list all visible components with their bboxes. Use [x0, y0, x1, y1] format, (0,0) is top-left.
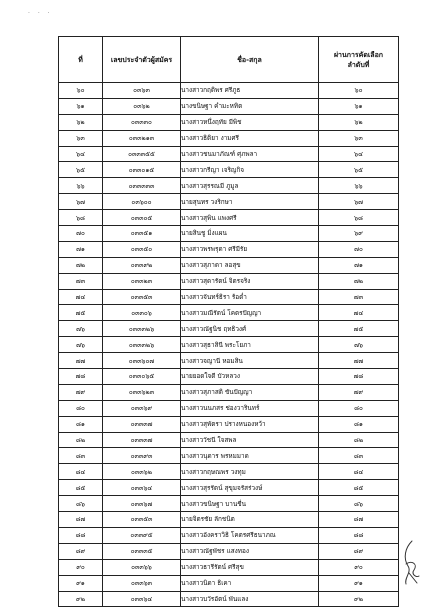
- row-number: ๘๗: [59, 512, 103, 528]
- applicant-code: ๐๓๓๓๐: [103, 114, 181, 130]
- header-selection-rank: [319, 37, 399, 83]
- full-name: นางขนิษฐา คำมะหทิต: [181, 98, 319, 114]
- applicant-code: ๐๓๓๕๓: [103, 512, 181, 528]
- applicant-code: ๐๓๓๙๓: [103, 448, 181, 464]
- full-name: นางสาวอังคราวิธิ โคตรศรีธนาภณ: [181, 527, 319, 543]
- full-name: นางสาวจันทร์ธิรา ร้อต่ำ: [181, 289, 319, 305]
- full-name: นางสาวธารีรัตน์ ศรีสุข: [181, 559, 319, 575]
- applicant-code: ๐๓๓๖๒๓: [103, 384, 181, 400]
- selection-rank: ๖๘: [319, 210, 399, 226]
- applicant-code: ๐๓๓๐๖๕: [103, 369, 181, 385]
- table-row: [59, 432, 399, 448]
- selection-rank: ๘๓: [319, 448, 399, 464]
- table-row: [59, 575, 399, 591]
- row-number: ๗๓: [59, 273, 103, 289]
- table-row: [59, 146, 399, 162]
- row-number: ๖๘: [59, 210, 103, 226]
- applicant-code: ๐๓๓๖๒: [103, 464, 181, 480]
- row-number: ๗๘: [59, 369, 103, 385]
- applicant-code: ๐๓๖๐๐: [103, 194, 181, 210]
- selection-rank: ๖๐: [319, 83, 399, 99]
- applicant-code: ๐๓๖๒: [103, 98, 181, 114]
- table-row: [59, 162, 399, 178]
- applicant-code: ๐๓๓๐๖: [103, 305, 181, 321]
- selection-rank: ๖๕: [319, 162, 399, 178]
- row-number: ๘๑: [59, 416, 103, 432]
- handwritten-signature: [400, 538, 422, 588]
- table-row: [59, 98, 399, 114]
- header-applicant-code: เลขประจำตัวผู้สมัคร: [103, 37, 181, 83]
- row-number: ๖๒: [59, 114, 103, 130]
- table-row: [59, 114, 399, 130]
- table-row: [59, 130, 399, 146]
- selection-rank: ๘๑: [319, 416, 399, 432]
- table-row: [59, 496, 399, 512]
- full-name: นายจิตรชัย ลักชนิต: [181, 512, 319, 528]
- selection-rank: ๖๑: [319, 98, 399, 114]
- table-row: [59, 289, 399, 305]
- full-name: นางสาวชนมาภัณฑ์ ศุภพลา: [181, 146, 319, 162]
- table-row: [59, 448, 399, 464]
- row-number: ๘๓: [59, 448, 103, 464]
- full-name: นางสาวสุภาสติ ขันปัญญา: [181, 384, 319, 400]
- applicant-code: ๐๓๓๓๕: [103, 543, 181, 559]
- applicant-code: ๐๓๓๙๕: [103, 527, 181, 543]
- table-row: [59, 257, 399, 273]
- full-name: นางสาวจญานี หอมสิน: [181, 353, 319, 369]
- row-number: ๖๕: [59, 162, 103, 178]
- selection-rank: ๗๔: [319, 305, 399, 321]
- selection-rank: ๖๓: [319, 130, 399, 146]
- selection-rank: ๗๙: [319, 384, 399, 400]
- full-name: นางสาวนุดาร พรหมมาด: [181, 448, 319, 464]
- row-number: ๗๕: [59, 305, 103, 321]
- row-number: ๙๒: [59, 591, 103, 607]
- table-row: [59, 337, 399, 353]
- applicant-code: ๐๓๓๓๕๕: [103, 146, 181, 162]
- selection-rank: ๘๗: [319, 512, 399, 528]
- table-row: [59, 305, 399, 321]
- selection-rank: ๘๙: [319, 543, 399, 559]
- scan-speck: · · ·: [28, 10, 53, 17]
- selection-rank: ๗๓: [319, 289, 399, 305]
- applicant-code: ๐๓๓๕๐: [103, 241, 181, 257]
- row-number: ๘๔: [59, 464, 103, 480]
- full-name: นางสาวมณีรัตน์ โคตรปัญญา: [181, 305, 319, 321]
- full-name: นางสาวณัฐนิช ฤทธิวงศ์: [181, 321, 319, 337]
- row-number: ๗๖: [59, 321, 103, 337]
- full-name: นางสาวพรพรุดา ศรีมีรัย: [181, 241, 319, 257]
- header-rank-line2: ลำดับที่: [347, 60, 370, 69]
- row-number: ๘๕: [59, 480, 103, 496]
- table-row: [59, 241, 399, 257]
- selection-rank: ๗๘: [319, 369, 399, 385]
- selection-rank: ๘๐: [319, 400, 399, 416]
- full-name: นางสาวกรีญา เจริญกิจ: [181, 162, 319, 178]
- full-name: นางสาวสุพัตรา ปรางหนองหว้า: [181, 416, 319, 432]
- table-row: [59, 591, 399, 607]
- row-number: ๖๗: [59, 194, 103, 210]
- table-row: [59, 527, 399, 543]
- full-name: นางสาวสุธาสินี พระโยภา: [181, 337, 319, 353]
- selection-rank: ๖๒: [319, 114, 399, 130]
- applicant-code: ๐๓๓๒๓: [103, 273, 181, 289]
- table-row: [59, 273, 399, 289]
- row-number: ๘๒: [59, 432, 103, 448]
- applicant-code: ๐๓๓๓๒๖: [103, 337, 181, 353]
- full-name: นางสาวธิติยา งามศรี: [181, 130, 319, 146]
- row-number: ๙๐: [59, 559, 103, 575]
- row-number: ๗๗: [59, 353, 103, 369]
- full-name: นายยอดใจดี บัวหลวง: [181, 369, 319, 385]
- table-row: [59, 464, 399, 480]
- full-name: นางสาวกฤติพร ศรีภูธ: [181, 83, 319, 99]
- applicant-code: ๐๓๓๙๒: [103, 257, 181, 273]
- row-number: ๘๘: [59, 527, 103, 543]
- row-number: ๗๖: [59, 337, 103, 353]
- row-number: ๘๐: [59, 400, 103, 416]
- row-number: ๗๒: [59, 257, 103, 273]
- header-rank-line1: ผ่านการคัดเลือก: [333, 50, 384, 59]
- applicant-code: ๐๓๓๕๑: [103, 226, 181, 242]
- row-number: ๗๔: [59, 289, 103, 305]
- table-row: [59, 226, 399, 242]
- table-row: [59, 353, 399, 369]
- row-number: ๙๑: [59, 575, 103, 591]
- table-header-row: [59, 37, 399, 83]
- selection-rank: ๘๘: [319, 527, 399, 543]
- full-name: นางสาวสุภาดา ลอสุข: [181, 257, 319, 273]
- applicant-code: ๐๓๓๐๑๕: [103, 162, 181, 178]
- full-name: นางสาวสุพิน แพงศรี: [181, 210, 319, 226]
- applicant-code: ๐๓๓๓๗: [103, 432, 181, 448]
- applicant-code: ๐๓๓๐๕: [103, 210, 181, 226]
- table-row: [59, 480, 399, 496]
- row-number: ๖๖: [59, 178, 103, 194]
- table-row: [59, 384, 399, 400]
- row-number: ๗๑: [59, 241, 103, 257]
- table-row: [59, 369, 399, 385]
- selection-rank: ๖๙: [319, 226, 399, 242]
- applicant-code: ๐๓๓๓๒๖: [103, 321, 181, 337]
- applicant-code: ๐๓๓๖๔: [103, 591, 181, 607]
- table-row: [59, 194, 399, 210]
- applicant-code: ๐๓๓๕๓: [103, 289, 181, 305]
- full-name: นายสุนทร วงริกษา: [181, 194, 319, 210]
- table-row: [59, 512, 399, 528]
- table-row: [59, 400, 399, 416]
- selection-rank: ๘๖: [319, 496, 399, 512]
- full-name: นางสาวนนภสร ช่องวารินทร์: [181, 400, 319, 416]
- table-row: [59, 543, 399, 559]
- applicant-code: ๐๓๓๖๐๗: [103, 353, 181, 369]
- selection-rank: ๖๗: [319, 194, 399, 210]
- row-number: ๖๔: [59, 146, 103, 162]
- selection-rank: ๖๔: [319, 146, 399, 162]
- applicant-code: ๐๓๓๖๖: [103, 559, 181, 575]
- applicant-code: ๐๓๓๖๓: [103, 575, 181, 591]
- selection-rank: ๙๒: [319, 591, 399, 607]
- selection-rank: ๗๐: [319, 241, 399, 257]
- candidate-table: [58, 36, 399, 607]
- header-full-name: ชื่อ-สกุล: [181, 37, 319, 83]
- table-row: [59, 83, 399, 99]
- full-name: นางสาวนิดา ธิเคา: [181, 575, 319, 591]
- selection-rank: ๗๗: [319, 353, 399, 369]
- applicant-code: ๐๓๓๖๙: [103, 400, 181, 416]
- row-number: ๗๐: [59, 226, 103, 242]
- full-name: นางสาวสุรรณมี ภูมูล: [181, 178, 319, 194]
- full-name: นางสาวบวัรอัตน์ พันแลง: [181, 591, 319, 607]
- applicant-code: ๐๓๓๓๓๓: [103, 178, 181, 194]
- full-name: นางสาวสุรรัตน์ สุขุมจรัสร่วงษ์: [181, 480, 319, 496]
- applicant-code: ๐๓๓๖๔: [103, 480, 181, 496]
- applicant-code: ๐๓๓๓๗: [103, 416, 181, 432]
- full-name: นายสินชู มิ่งแผน: [181, 226, 319, 242]
- table-row: [59, 178, 399, 194]
- table-row: [59, 210, 399, 226]
- selection-rank: ๗๑: [319, 257, 399, 273]
- selection-rank: ๗๖: [319, 337, 399, 353]
- selection-rank: ๙๑: [319, 575, 399, 591]
- selection-rank: ๗๕: [319, 321, 399, 337]
- row-number: ๘๙: [59, 543, 103, 559]
- selection-rank: ๖๖: [319, 178, 399, 194]
- row-number: ๘๖: [59, 496, 103, 512]
- selection-rank: ๘๒: [319, 432, 399, 448]
- row-number: ๖๐: [59, 83, 103, 99]
- applicant-code: ๐๓๓๒๑๓: [103, 130, 181, 146]
- selection-rank: ๘๕: [319, 480, 399, 496]
- selection-rank: ๘๔: [319, 464, 399, 480]
- table-row: [59, 559, 399, 575]
- header-no: ที่: [59, 37, 103, 83]
- applicant-code: ๐๓๓๖๗: [103, 496, 181, 512]
- full-name: นางสาวกฤษณพร วงทุม: [181, 464, 319, 480]
- row-number: ๖๑: [59, 98, 103, 114]
- row-number: ๖๓: [59, 130, 103, 146]
- full-name: นางสาวสุดารัตน์ จิตรจริง: [181, 273, 319, 289]
- table-row: [59, 321, 399, 337]
- full-name: นางสาววัชนี ใจสพล: [181, 432, 319, 448]
- full-name: นางสาวหนึ่งฤทัย มีพิช: [181, 114, 319, 130]
- row-number: ๗๙: [59, 384, 103, 400]
- applicant-code: ๐๓๖๓: [103, 83, 181, 99]
- selection-rank: ๗๒: [319, 273, 399, 289]
- selection-rank: ๙๐: [319, 559, 399, 575]
- table-row: [59, 416, 399, 432]
- full-name: นางสาวณัฐพัชร แสงทอง: [181, 543, 319, 559]
- full-name: นางสาวขนิษฐา บานชื่น: [181, 496, 319, 512]
